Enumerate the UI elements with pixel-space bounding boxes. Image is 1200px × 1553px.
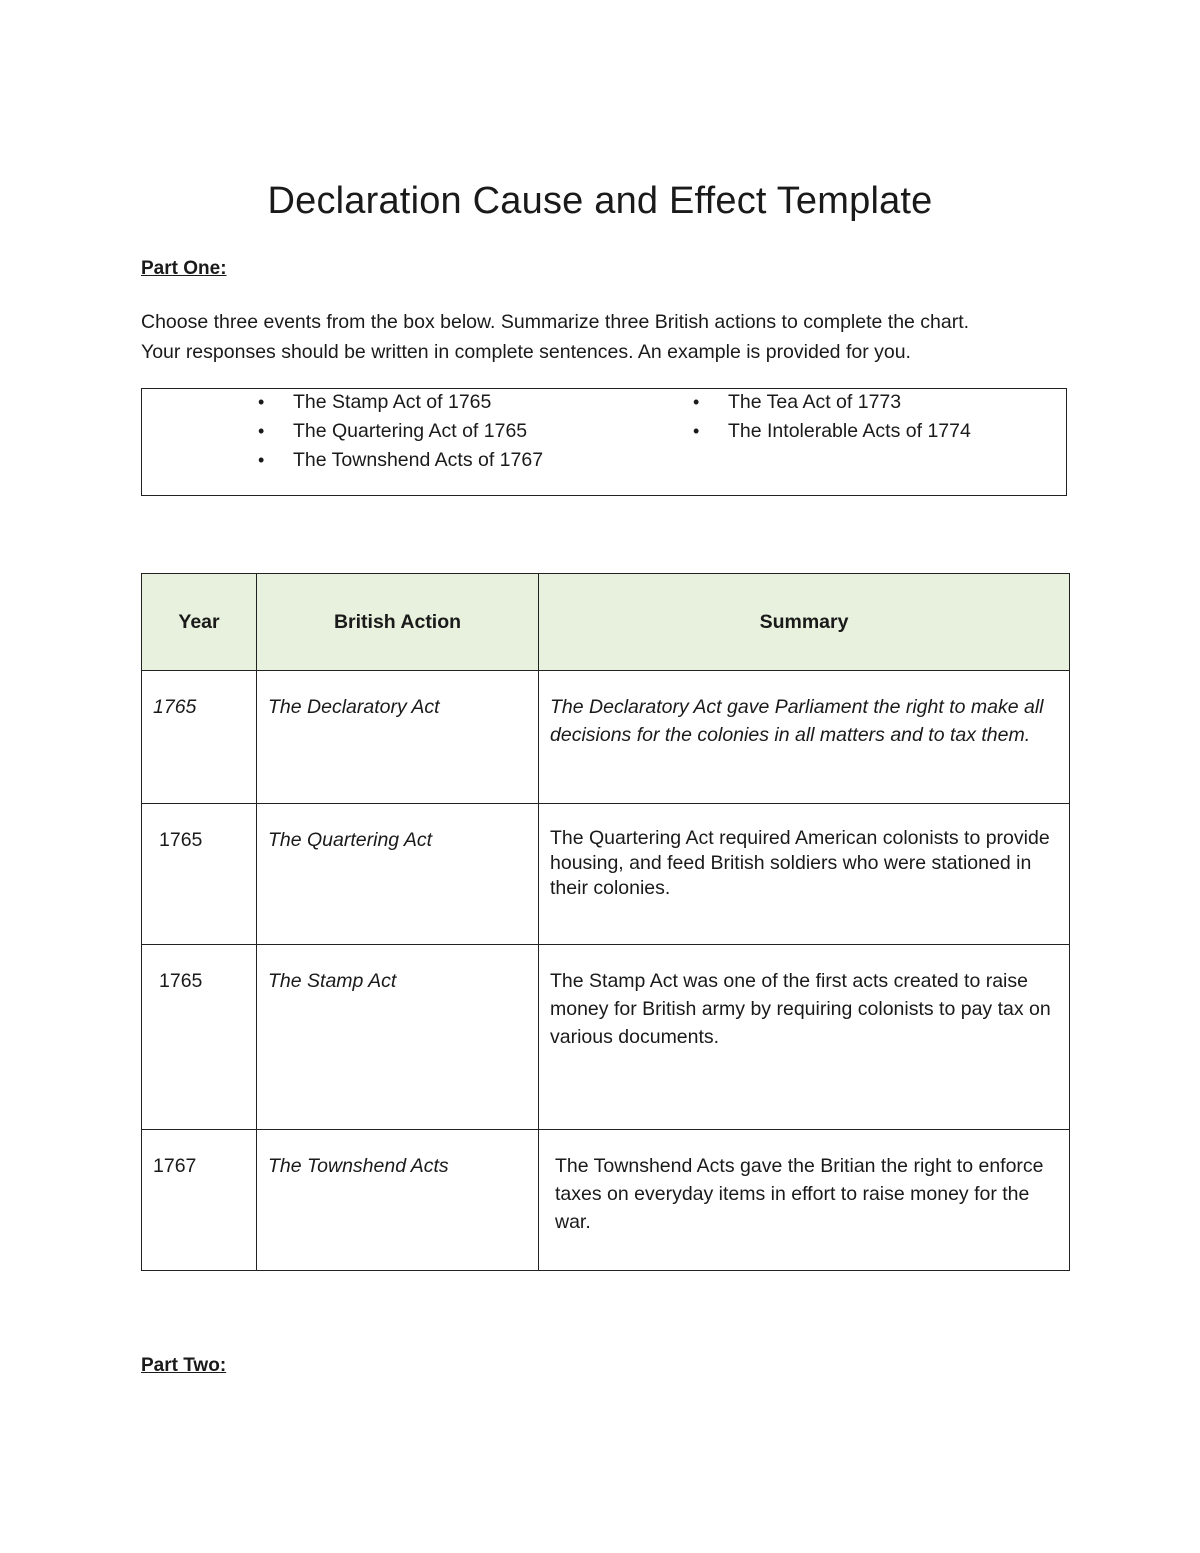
event-label: The Quartering Act of 1765 xyxy=(293,420,528,442)
header-summary: Summary xyxy=(539,574,1070,671)
cell-action: The Stamp Act xyxy=(268,970,397,992)
events-list-left xyxy=(254,389,554,477)
bullet-icon: • xyxy=(693,421,700,441)
instructions-line-2: Your responses should be written in complete sentences. An example is provided for you. xyxy=(141,341,911,363)
bullet-icon: • xyxy=(693,392,700,412)
event-label: The Stamp Act of 1765 xyxy=(293,391,492,413)
page-title: Declaration Cause and Effect Template xyxy=(267,180,933,222)
cell-summary: The Stamp Act was one of the first acts created to raise money for British army by requiring colonists to pay tax on various documents. xyxy=(550,970,1051,1048)
header-british-action: British Action xyxy=(257,574,539,671)
cell-summary: The Townshend Acts gave the Britian the right to enforce taxes on everyday items in effort to raise money for the war. xyxy=(555,1155,1044,1233)
cell-year: 1765 xyxy=(153,696,197,718)
bullet-icon: • xyxy=(258,392,265,412)
event-label: The Townshend Acts of 1767 xyxy=(293,449,544,471)
table-header-row xyxy=(142,574,1070,671)
cell-action: The Townshend Acts xyxy=(268,1155,449,1177)
instructions-line-1: Choose three events from the box below. Summarize three British actions to complete the chart. xyxy=(141,311,970,333)
part-two-heading: Part Two: xyxy=(141,1355,227,1376)
cell-summary: The Quartering Act required American colonists to provide housing, and feed British soldiers who were stationed in their colonies. xyxy=(550,827,1050,899)
cell-summary: The Declaratory Act gave Parliament the right to make all decisions for the colonies in all matters and to tax them. xyxy=(550,696,1044,746)
header-year: Year xyxy=(142,574,257,671)
event-label: The Intolerable Acts of 1774 xyxy=(728,420,971,442)
event-item xyxy=(254,448,554,472)
bullet-icon: • xyxy=(258,450,265,470)
event-item xyxy=(254,390,554,414)
event-item xyxy=(689,419,1029,443)
part-one-instructions xyxy=(141,307,1101,367)
table-row xyxy=(142,1130,1070,1271)
cell-year: 1765 xyxy=(159,970,203,992)
event-item xyxy=(254,419,554,443)
cell-action: The Declaratory Act xyxy=(268,696,440,718)
table-row xyxy=(142,945,1070,1130)
events-box xyxy=(141,388,1067,496)
event-label: The Tea Act of 1773 xyxy=(728,391,902,413)
cell-year: 1765 xyxy=(159,829,203,851)
part-one-heading: Part One: xyxy=(141,258,227,279)
table-row xyxy=(142,804,1070,945)
event-item xyxy=(689,390,1029,414)
cause-effect-table xyxy=(141,573,1070,1271)
bullet-icon: • xyxy=(258,421,265,441)
cell-action: The Quartering Act xyxy=(268,829,433,851)
cell-year: 1767 xyxy=(153,1155,197,1177)
events-list-right xyxy=(689,389,1029,448)
table-row xyxy=(142,671,1070,804)
